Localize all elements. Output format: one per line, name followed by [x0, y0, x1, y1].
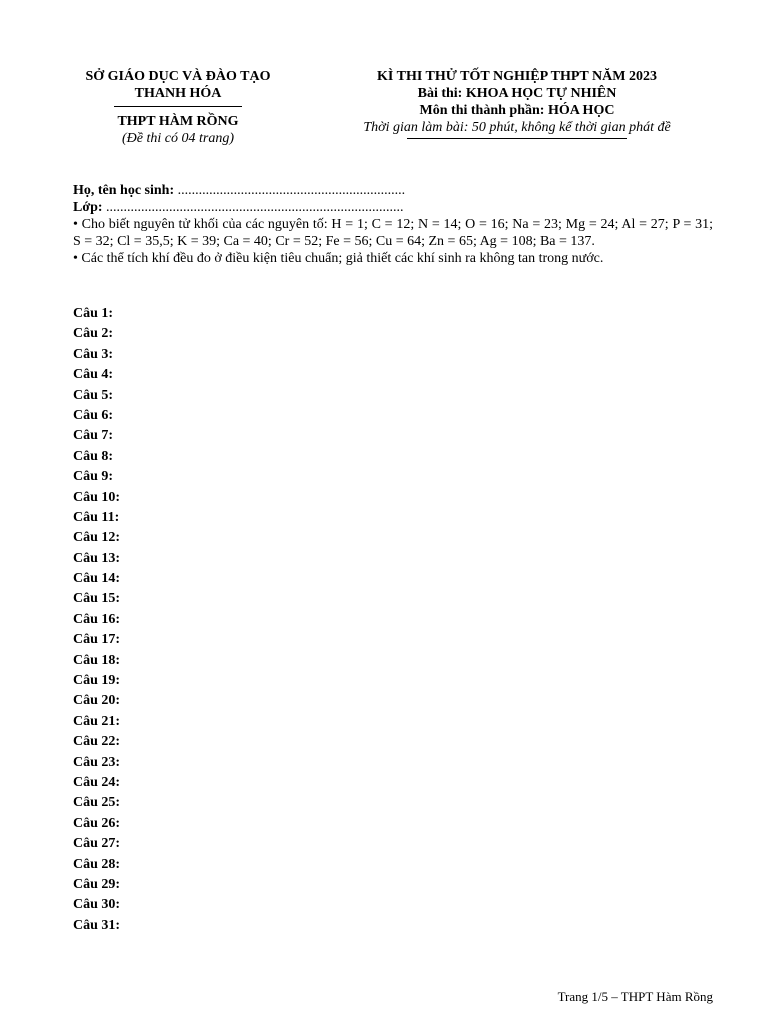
question-label: Câu 16:: [73, 611, 121, 627]
question-label: Câu 23:: [73, 754, 121, 770]
question-label: Câu 1:: [73, 306, 114, 321]
question-label: Câu 20:: [73, 693, 121, 709]
question-list: [73, 305, 120, 937]
school-name: THPT HÀM RỒNG: [117, 114, 239, 129]
question-label: Câu 19:: [73, 673, 121, 689]
question-label: Câu 14:: [73, 571, 121, 587]
question-label: Câu 27:: [73, 836, 121, 852]
class-line: [73, 199, 713, 216]
question-label: Câu 5:: [73, 387, 114, 403]
atomic-mass-note: • Cho biết nguyên tử khối của các nguyên tố: H = 1; C = 12; N = 14; O = 16; Na = 23; Mg = 24; Al = 27; P = 31; S = 32; Cl = 35,5; K = 39; Ca = 40; Cr = 52; Fe = 56; Cu = 64; Zn = 65; Ag = 108; Ba = 137.: [73, 217, 713, 249]
class-dots: .....................................................................................: [102, 200, 404, 215]
question-label: Câu 17:: [73, 632, 121, 648]
question-label: Câu 15:: [73, 591, 121, 607]
question-label: Câu 13:: [73, 550, 121, 566]
question-label: Câu 6:: [73, 407, 114, 423]
question-label: Câu 3:: [73, 346, 114, 362]
pages-note: (Đề thi có 04 trang): [122, 131, 234, 146]
header-right-divider: [407, 138, 627, 139]
header-left-divider: [114, 106, 242, 107]
province-name: THANH HÓA: [134, 86, 222, 101]
page-footer: Trang 1/5 – THPT Hàm Rồng: [557, 989, 713, 1004]
question-label: Câu 9:: [73, 469, 114, 485]
question-label: Câu 24:: [73, 774, 121, 790]
department-name: SỞ GIÁO DỤC VÀ ĐÀO TẠO: [85, 69, 271, 84]
question-label: Câu 18:: [73, 652, 121, 668]
header-right: [332, 68, 702, 139]
question-label: Câu 11:: [73, 509, 120, 525]
question-label: Câu 22:: [73, 734, 121, 750]
question-label: Câu 8:: [73, 448, 114, 464]
question-label: Câu 30:: [73, 897, 121, 913]
subject-name: HÓA HỌC: [547, 103, 615, 118]
question-label: Câu 10:: [73, 489, 121, 505]
student-name-line: [73, 182, 713, 199]
gas-volume-note: • Các thể tích khí đều đo ở điều kiện tiêu chuẩn; giả thiết các khí sinh ra không tan trong nước.: [73, 251, 604, 266]
exam-line: [332, 85, 702, 102]
exam-label: Bài thi:: [417, 86, 463, 101]
question-label: Câu 26:: [73, 815, 121, 831]
time-note: Thời gian làm bài: 50 phút, không kể thời gian phát đề: [363, 120, 671, 135]
exam-name: KHOA HỌC TỰ NHIÊN: [465, 86, 617, 101]
class-label: Lớp:: [73, 200, 103, 215]
question-label: Câu 28:: [73, 856, 121, 872]
question-label: Câu 25:: [73, 795, 121, 811]
subject-label: Môn thi thành phần:: [419, 103, 545, 118]
student-name-label: Họ, tên học sinh:: [73, 183, 175, 198]
question-label: Câu 4:: [73, 367, 114, 383]
exam-title: KÌ THI THỬ TỐT NGHIỆP THPT NĂM 2023: [377, 69, 657, 84]
question-label: Câu 12:: [73, 530, 121, 546]
student-info: [73, 182, 713, 267]
question-label: Câu 7:: [73, 428, 114, 444]
question-label: Câu 2:: [73, 326, 114, 342]
header-left: [62, 68, 294, 147]
question-label: Câu 31:: [73, 917, 121, 933]
question-label: Câu 29:: [73, 876, 121, 892]
question-label: Câu 21:: [73, 713, 121, 729]
subject-line: [332, 102, 702, 119]
student-name-dots: .................................................................: [174, 183, 406, 198]
